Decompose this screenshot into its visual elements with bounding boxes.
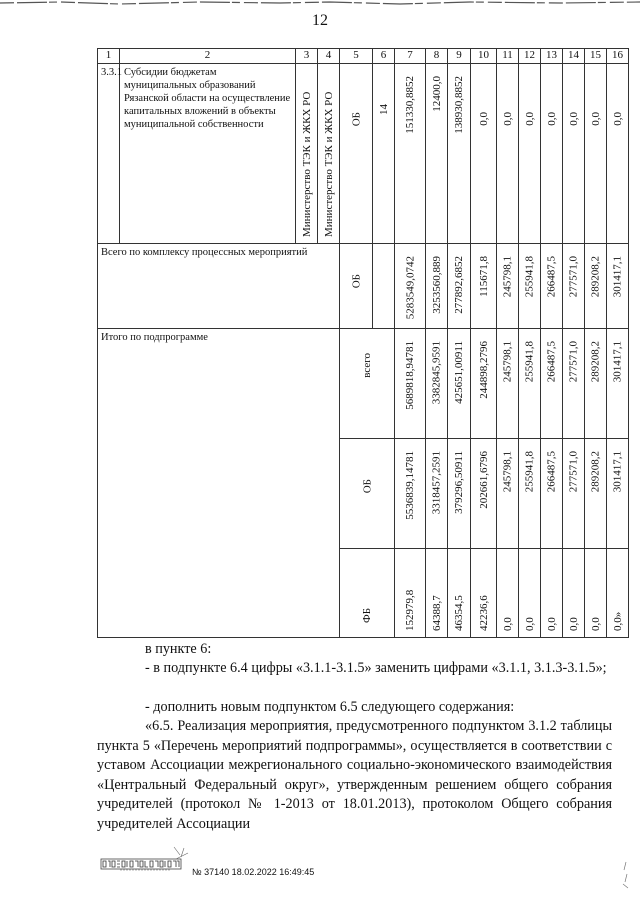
value-cell: 202661,6796	[477, 451, 490, 509]
source-cell: ОБ	[350, 112, 362, 127]
value-cell: 266487,5	[545, 341, 558, 383]
value-cell: 5689818,94781	[404, 341, 416, 410]
value-cell: 0,0	[523, 112, 536, 126]
value-cell: 0,0	[589, 112, 602, 126]
value-cell: 277892,6852	[453, 256, 465, 314]
header-cell: 5	[340, 49, 373, 64]
value-cell: 245798,1	[501, 341, 514, 383]
header-cell: 14	[563, 49, 585, 64]
value-cell: 289208,2	[589, 451, 602, 493]
value-cell: 138930,8852	[453, 76, 465, 134]
document-id: № 37140 18.02.2022 16:49:45	[192, 867, 315, 877]
header-cell: 4	[318, 49, 340, 64]
value-cell: 0,0	[501, 112, 514, 126]
value-cell: 46354,5	[453, 595, 465, 631]
text-line-point6: в пункте 6:	[145, 641, 212, 657]
header-cell: 12	[519, 49, 541, 64]
value-cell: 0,0	[567, 112, 580, 126]
text-line-add65: - дополнить новым подпунктом 6.5 следующего содержания:	[145, 699, 515, 715]
value-cell: 301417,1	[611, 256, 624, 298]
header-cell: 8	[426, 49, 448, 64]
source-cell: ФБ	[361, 607, 373, 623]
value-cell: 3253560,889	[430, 256, 443, 314]
value-cell: 0,0	[523, 617, 536, 631]
header-cell: 3	[296, 49, 318, 64]
value-cell: 0,0	[567, 617, 580, 631]
header-cell: 7	[395, 49, 426, 64]
value-cell: 12400,0	[430, 76, 443, 112]
header-cell: 13	[541, 49, 563, 64]
header-cell: 10	[471, 49, 497, 64]
value-cell: 0,0	[501, 617, 514, 631]
value-cell: 277571,0	[567, 256, 580, 298]
value-cell: 151330,8852	[404, 76, 416, 134]
value-cell: 266487,5	[545, 256, 558, 298]
row-total-complex	[98, 244, 629, 329]
value-cell: 289208,2	[589, 341, 602, 383]
value-cell: 244898,2796	[477, 341, 490, 399]
header-row	[98, 49, 629, 64]
budget-table	[97, 48, 629, 638]
header-cell: 9	[448, 49, 471, 64]
value-cell: 289208,2	[589, 256, 602, 298]
source-cell: ОБ	[350, 274, 362, 289]
header-cell: 16	[607, 49, 629, 64]
footer	[100, 845, 400, 885]
value-cell: 3318457,2591	[430, 451, 443, 515]
value-cell: 14	[377, 104, 390, 115]
scan-top-edge	[0, 0, 640, 8]
value-cell: 3382845,9591	[430, 341, 443, 405]
row-code: 3.3.1	[98, 64, 120, 244]
value-cell: 42236,6	[477, 595, 490, 631]
scan-mark-icon	[170, 845, 194, 865]
value-cell: 277571,0	[567, 451, 580, 493]
text-line-subpoint64: - в подпункте 6.4 цифры «3.1.1-3.1.5» заменить цифрами «3.1.1, 3.1.3-3.1.5»;	[145, 660, 607, 676]
row-name: Субсидии бюджетам муниципальных образований Рязанской области на осуществление капитальных вложений в объекты муниципальной собственности	[120, 64, 296, 244]
value-cell: 255941,8	[523, 341, 536, 383]
row-label: Итого по подпрограмме	[98, 329, 340, 638]
value-cell: 425651,00911	[453, 341, 465, 404]
value-cell: 0,0	[589, 617, 602, 631]
page-number: 12	[312, 12, 328, 29]
header-cell: 11	[497, 49, 519, 64]
header-cell: 2	[120, 49, 296, 64]
value-cell: 379296,50911	[453, 451, 465, 514]
value-cell: 0,0	[545, 617, 558, 631]
value-cell: 0,0	[477, 112, 490, 126]
value-cell: 255941,8	[523, 451, 536, 493]
value-cell: 301417,1	[611, 451, 624, 493]
value-cell: 301417,1	[611, 341, 624, 383]
value-cell: 0,0	[611, 112, 624, 126]
value-cell: 0,0	[545, 112, 558, 126]
text-paragraph-65: «6.5. Реализация мероприятия, предусмотренного подпунктом 3.1.2 таблицы пункта 5 «Перечень мероприятий подпрограммы», осуществляется в соответствии с уставом Ассоциации межрегионального социально-экономического взаимодействия «Центральный Федеральный округ», утвержденным решением общего собрания учредителей (протокол № 1-2013 от 18.01.2013), протоколом Общего собрания учредителей Ассоциации	[97, 718, 612, 832]
value-cell: 64388,7	[430, 595, 443, 631]
source-cell: всего	[361, 353, 373, 378]
header-cell: 1	[98, 49, 120, 64]
value-cell: 5536839,14781	[404, 451, 416, 520]
value-cell: 266487,5	[545, 451, 558, 493]
executor-cell: Министерство ТЭК и ЖКХ РО	[322, 91, 335, 237]
value-cell: 152979,8	[404, 589, 416, 631]
row-label: Всего по комплексу процессных мероприятий	[98, 244, 340, 329]
value-cell: 255941,8	[523, 256, 536, 298]
executor-cell: Министерство ТЭК и ЖКХ РО	[300, 91, 313, 237]
scan-margin-mark-icon	[618, 860, 634, 890]
row-3-3-1	[98, 64, 629, 244]
value-cell: 245798,1	[501, 256, 514, 298]
value-cell: 5283549,0742	[404, 256, 416, 320]
header-cell: 6	[373, 49, 395, 64]
value-cell: 115671,8	[477, 256, 490, 297]
value-cell: 277571,0	[567, 341, 580, 383]
value-cell: 245798,1	[501, 451, 514, 493]
header-cell: 15	[585, 49, 607, 64]
value-cell: 0,0»	[611, 611, 624, 631]
source-cell: ОБ	[361, 479, 373, 494]
row-subprogram-total	[98, 329, 629, 439]
